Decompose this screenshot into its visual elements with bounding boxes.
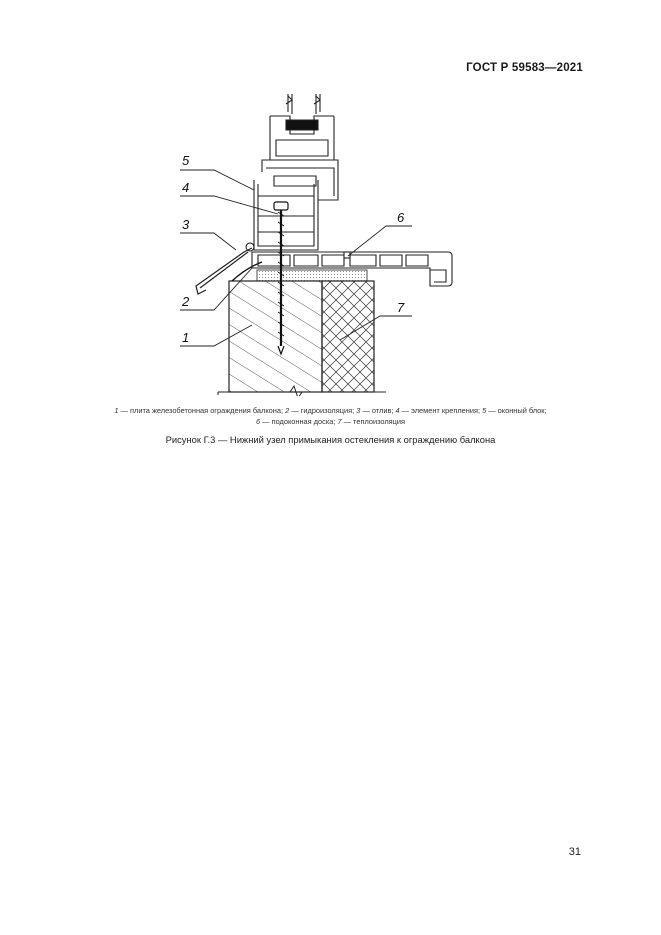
callout-5: 5	[182, 153, 190, 168]
legend-text-1: — плита железобетонная ограждения балкона;	[118, 406, 286, 415]
callout-2: 2	[182, 294, 190, 309]
standard-header: ГОСТ Р 59583—2021	[466, 62, 583, 74]
legend-num-2: 2	[285, 406, 290, 415]
legend-text-2: — гидроизоляция;	[289, 406, 357, 415]
callout-6: 6	[397, 210, 405, 225]
page-number: 31	[568, 846, 581, 858]
legend-text-3: — отлив;	[360, 406, 396, 415]
legend-text-5: — оконный блок;	[486, 406, 547, 415]
window-frame-profile	[254, 94, 338, 250]
thermal-insulation	[322, 281, 374, 392]
legend-text-4: — элемент крепления;	[399, 406, 483, 415]
legend-num-7: 7	[337, 417, 342, 426]
legend-text-7: — теплоизоляция	[341, 417, 406, 426]
legend-num-5: 5	[482, 406, 487, 415]
legend-num-4: 4	[395, 406, 400, 415]
callout-3: 3	[182, 217, 190, 232]
legend-text-6: — подоконная доска;	[260, 417, 338, 426]
concrete-slab	[229, 281, 322, 392]
figure-caption: Рисунок Г.3 — Нижний узел примыкания остекления к ограждению балкона	[165, 434, 496, 445]
legend-num-1: 1	[114, 406, 119, 415]
callout-4: 4	[182, 180, 190, 195]
technical-drawing	[170, 94, 470, 396]
legend-num-6: 6	[255, 417, 261, 426]
callout-7: 7	[397, 300, 405, 315]
figure-legend	[40, 405, 621, 427]
callout-1: 1	[182, 330, 190, 345]
legend-num-3: 3	[356, 406, 361, 415]
